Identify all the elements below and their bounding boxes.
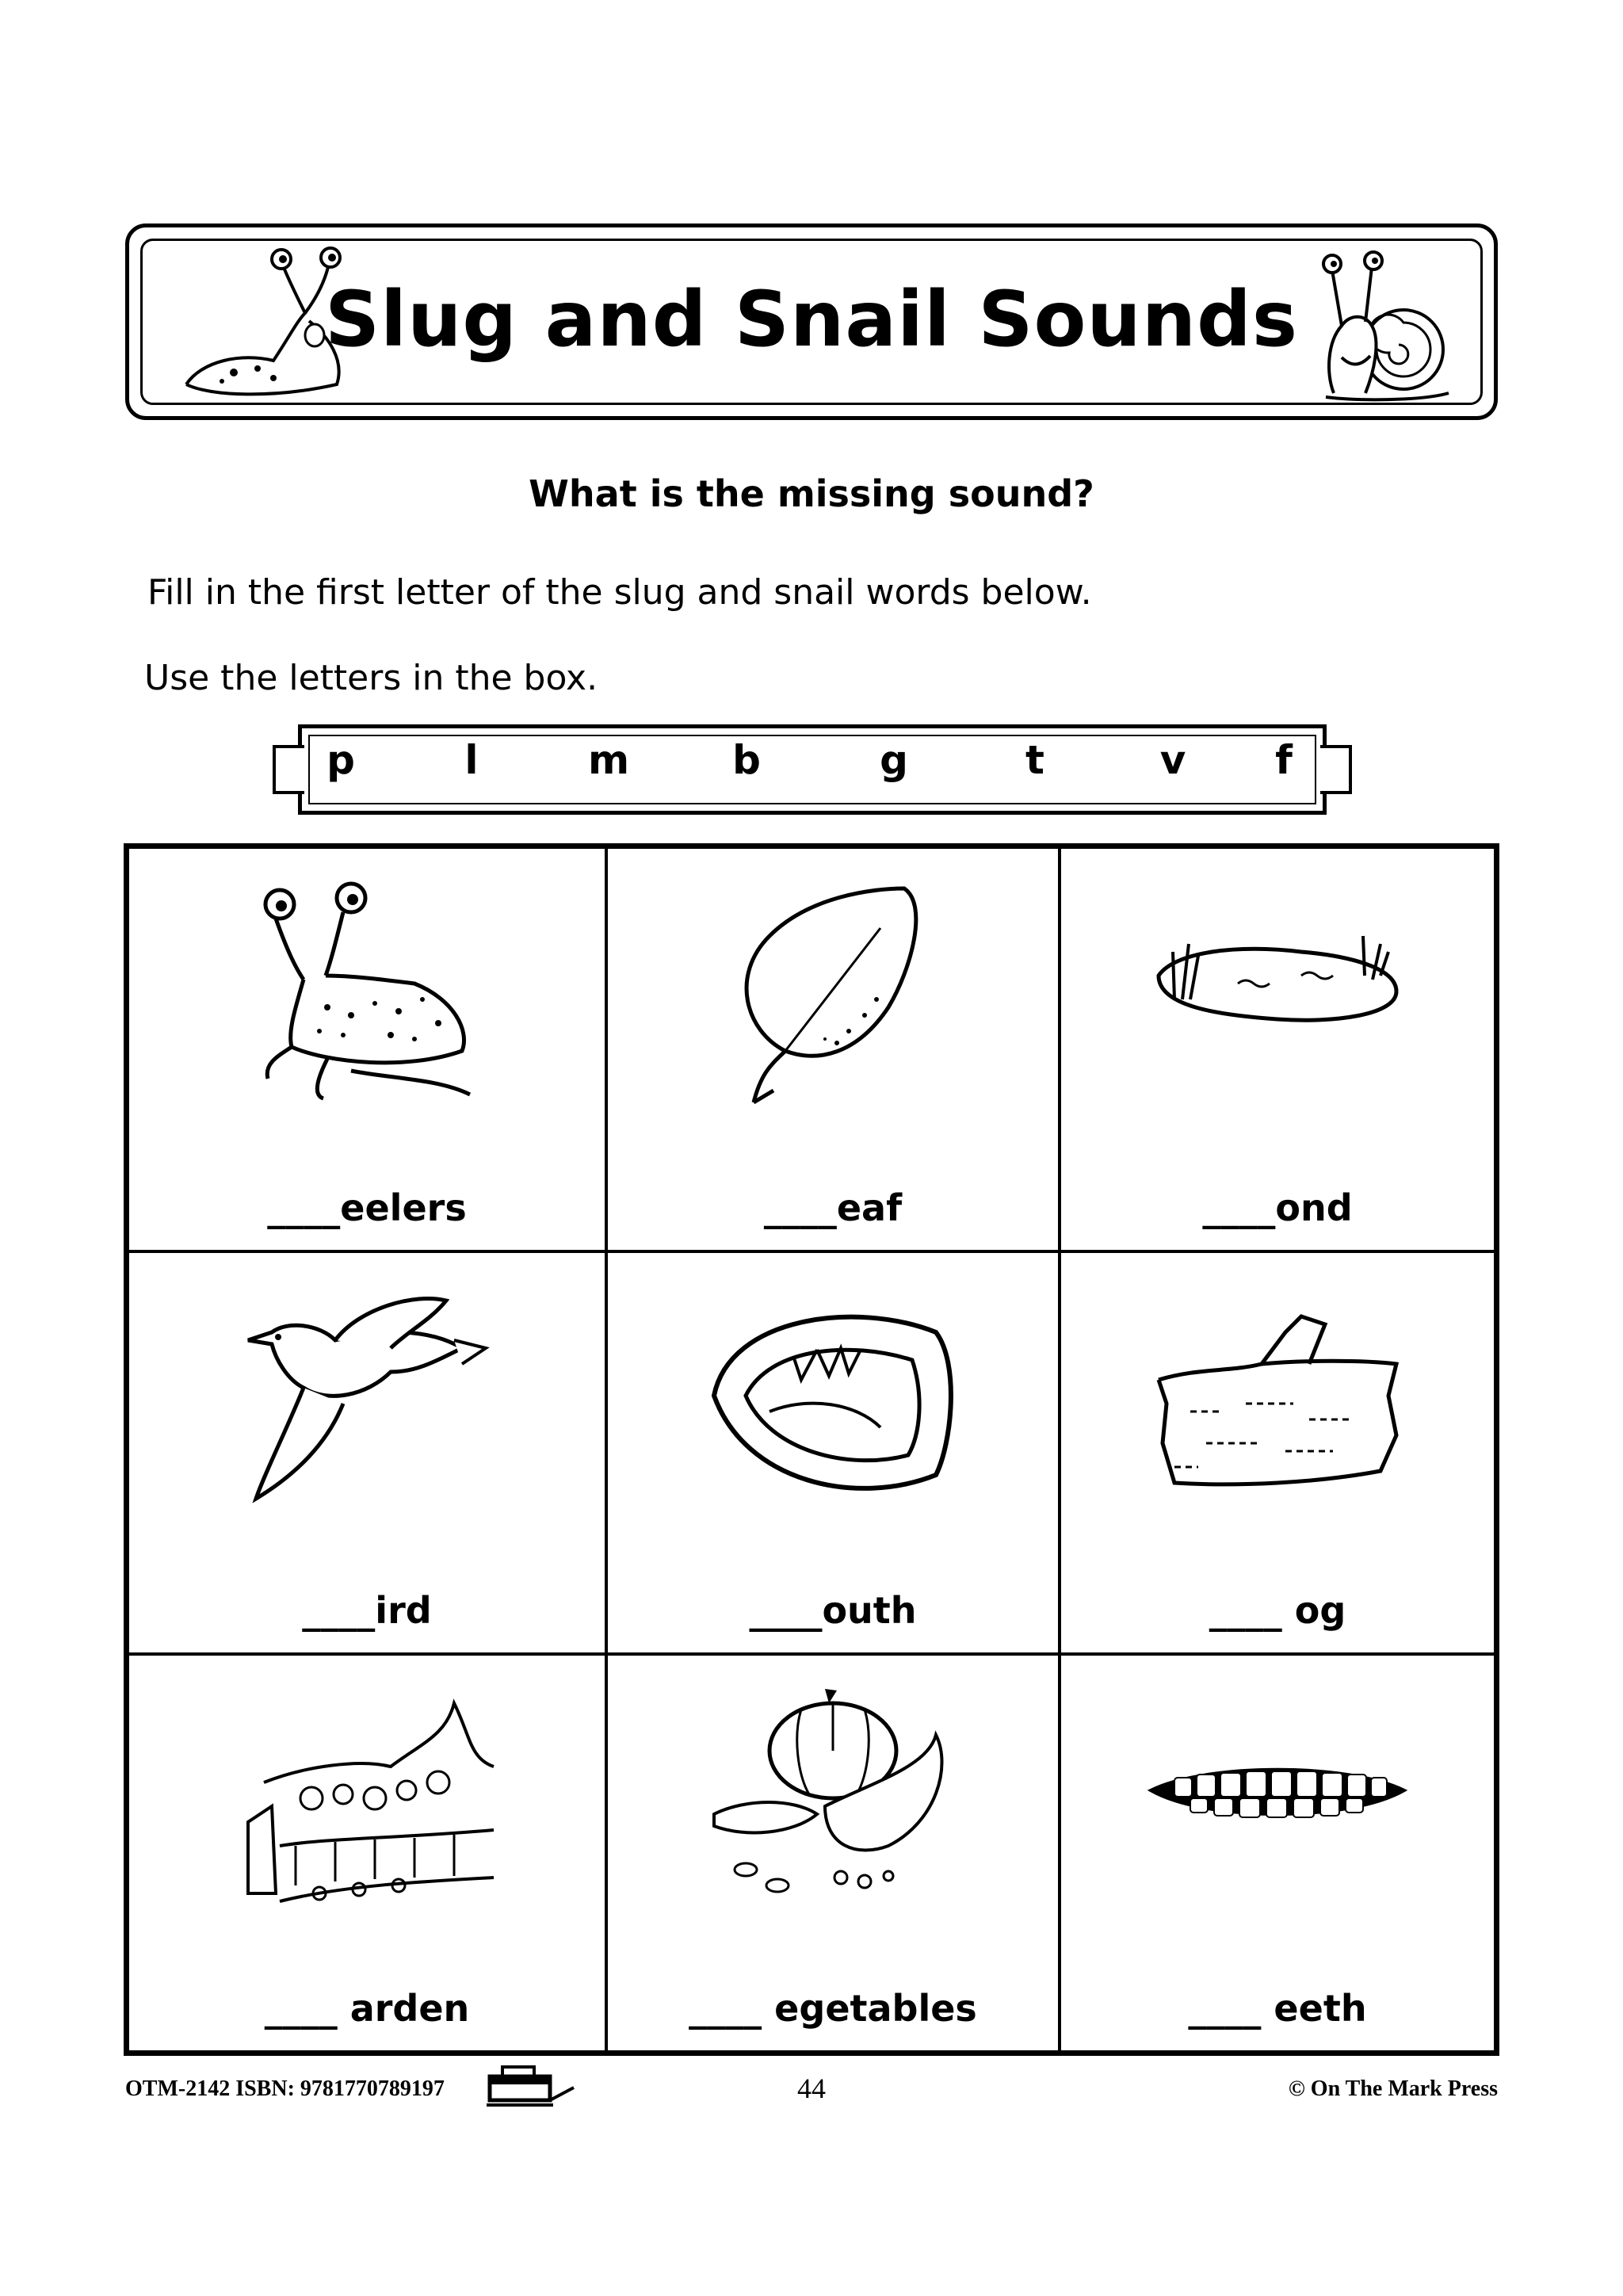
grid-cell xyxy=(1061,1656,1494,2050)
letter-option: p xyxy=(327,737,355,783)
word-blank: ____ond xyxy=(1202,1186,1353,1229)
title-banner xyxy=(125,223,1498,420)
grid-cell xyxy=(608,1253,1061,1656)
letter-option: m xyxy=(587,737,630,783)
pond-icon xyxy=(1143,881,1412,1118)
garden-icon xyxy=(232,1687,502,1925)
word-blank: ____ arden xyxy=(264,1987,470,2030)
mouth-icon xyxy=(698,1285,968,1522)
grid-cell xyxy=(129,1656,608,2050)
letter-list xyxy=(317,737,1308,800)
letter-option: g xyxy=(880,737,908,783)
instruction-line-2: Use the letters in the box. xyxy=(144,658,598,698)
snail-icon xyxy=(1310,239,1453,403)
grid-cell xyxy=(1061,849,1494,1253)
letter-option: f xyxy=(1275,737,1293,783)
grid-cell xyxy=(1061,1253,1494,1656)
instruction-line-1: Fill in the first letter of the slug and snail words below. xyxy=(147,572,1092,613)
letter-option: v xyxy=(1159,737,1186,783)
slug-feelers-icon xyxy=(232,881,502,1118)
question-heading: What is the missing sound? xyxy=(529,472,1094,515)
teeth-icon xyxy=(1143,1687,1412,1925)
letter-box xyxy=(269,721,1355,818)
letter-box-left-cap xyxy=(273,745,304,794)
picture-word-grid xyxy=(124,843,1499,2056)
footer-publisher: © On The Mark Press xyxy=(1288,2076,1498,2101)
log-icon xyxy=(1143,1285,1412,1522)
grid-cell xyxy=(129,1253,608,1656)
letter-box-right-cap xyxy=(1320,745,1352,794)
leaf-icon xyxy=(698,881,968,1118)
bird-icon xyxy=(232,1285,502,1522)
vegetables-icon xyxy=(698,1687,968,1925)
word-blank: ____ eeth xyxy=(1188,1987,1367,2030)
grid-cell xyxy=(129,849,608,1253)
letter-option: b xyxy=(732,737,761,783)
grid-cell xyxy=(608,849,1061,1253)
word-blank: ____ egetables xyxy=(689,1987,977,2030)
letter-option: t xyxy=(1025,737,1044,783)
word-blank: ____ird xyxy=(302,1589,432,1632)
grid-cell xyxy=(608,1656,1061,2050)
word-blank: ____ og xyxy=(1209,1589,1346,1632)
word-blank: ____outh xyxy=(749,1589,917,1632)
footer-isbn: OTM-2142 ISBN: 9781770789197 xyxy=(125,2076,445,2101)
page-title: Slug and Snail Sounds xyxy=(325,275,1298,364)
page-number: 44 xyxy=(797,2073,826,2104)
word-blank: ____eaf xyxy=(763,1186,903,1229)
word-blank: ____eelers xyxy=(267,1186,467,1229)
letter-option: l xyxy=(464,737,479,783)
